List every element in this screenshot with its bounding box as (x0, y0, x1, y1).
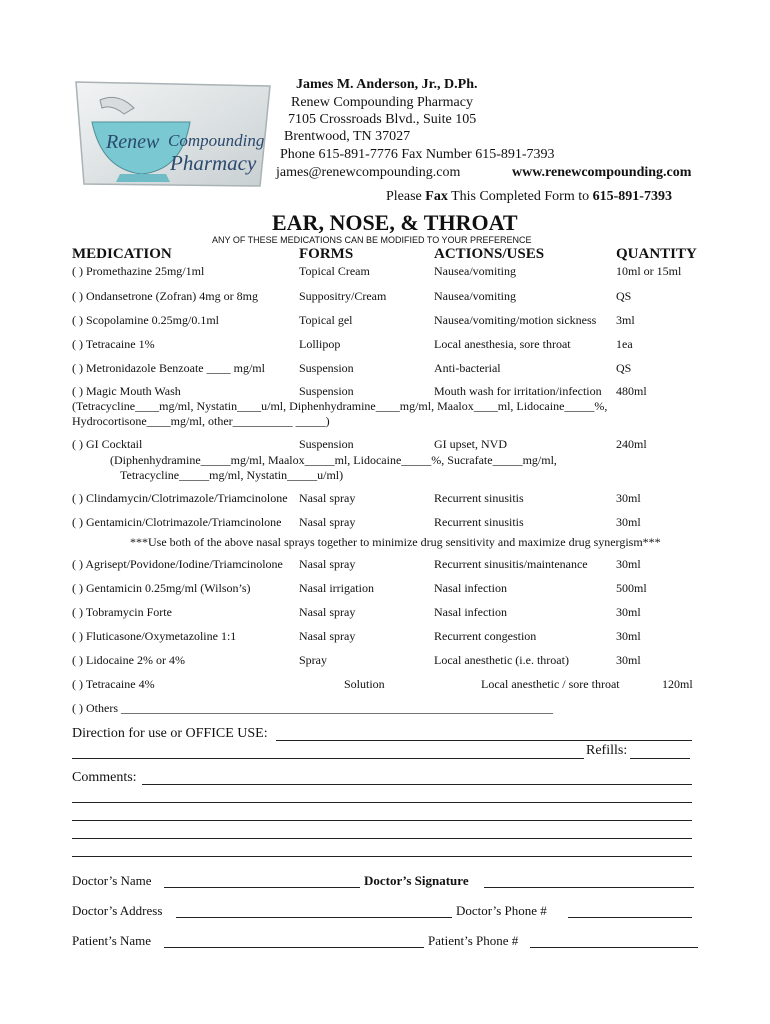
patient-name-field[interactable] (164, 947, 424, 948)
row-form: Suspension (299, 361, 354, 375)
medication-option[interactable]: ( ) Lidocaine 2% or 4% (72, 653, 185, 667)
fax-instruction: Please Fax This Completed Form to 615-891-7393 (386, 189, 672, 204)
doctor-phone-label: Doctor’s Phone # (456, 903, 547, 918)
row-qty: 30ml (616, 515, 641, 529)
comments-line-4[interactable] (72, 838, 692, 839)
direction-line-2[interactable] (72, 758, 584, 759)
pharmacy-name: Renew Compounding Pharmacy (291, 95, 473, 110)
row-qty: 3ml (616, 313, 635, 327)
medication-option[interactable]: ( ) Scopolamine 0.25mg/0.1ml (72, 313, 219, 327)
medication-option[interactable]: ( ) Tobramycin Forte (72, 605, 172, 619)
row-action: Local anesthetic / sore throat (481, 677, 620, 691)
form-title: EAR, NOSE, & THROAT (272, 210, 518, 235)
doctor-address-label: Doctor’s Address (72, 903, 163, 918)
form-subtitle: ANY OF THESE MEDICATIONS CAN BE MODIFIED TO YOUR PREFERENCE (212, 235, 532, 245)
address-line-1: 7105 Crossroads Blvd., Suite 105 (288, 112, 477, 127)
patient-phone-field[interactable] (530, 947, 698, 948)
doctor-signature-label: Doctor’s Signature (364, 873, 469, 888)
column-forms: FORMS (299, 246, 354, 262)
medication-option[interactable]: ( ) Agrisept/Povidone/Iodine/Triamcinolone (72, 557, 283, 571)
row-qty: 120ml (662, 677, 693, 691)
row-form: Nasal spray (299, 491, 356, 505)
row-form: Nasal spray (299, 605, 356, 619)
email: james@renewcompounding.com (276, 165, 461, 180)
row-qty: 30ml (616, 653, 641, 667)
pharmacist-name: James M. Anderson, Jr., D.Ph. (296, 77, 478, 92)
medication-option[interactable]: ( ) Promethazine 25mg/1ml (72, 264, 205, 278)
medication-option[interactable]: ( ) Tetracaine 1% (72, 337, 155, 351)
doctor-name-field[interactable] (164, 887, 360, 888)
row-action: GI upset, NVD (434, 437, 507, 451)
row-qty: QS (616, 361, 632, 375)
medication-option[interactable]: ( ) Ondansetrone (Zofran) 4mg or 8mg (72, 289, 258, 303)
medication-option[interactable]: ( ) Fluticasone/Oxymetazoline 1:1 (72, 629, 237, 643)
row-form: Solution (344, 677, 385, 691)
medication-option[interactable]: ( ) GI Cocktail (72, 437, 143, 451)
row-action: Nasal infection (434, 581, 507, 595)
row-form: Suspension (299, 437, 354, 451)
doctor-name-label: Doctor’s Name (72, 873, 152, 888)
row-qty: 240ml (616, 437, 647, 451)
row-action: Recurrent congestion (434, 629, 537, 643)
medication-option[interactable]: ( ) Clindamycin/Clotrimazole/Triamcinolone (72, 491, 288, 505)
logo-word-compounding: Compounding (168, 131, 265, 150)
refills-field[interactable] (630, 758, 690, 759)
row-action: Nasal infection (434, 605, 507, 619)
medication-option[interactable]: ( ) Gentamicin/Clotrimazole/Triamcinolone (72, 515, 282, 529)
direction-line-1[interactable] (276, 740, 692, 741)
row-action: Nausea/vomiting (434, 289, 516, 303)
pharmacy-logo (70, 78, 275, 190)
row-action: Local anesthesia, sore throat (434, 337, 571, 351)
magic-mouth-wash-ingredients-2: Hydrocortisone____mg/ml, other__________ _____) (72, 414, 330, 428)
comments-line-5[interactable] (72, 856, 692, 857)
medication-option[interactable]: ( ) Gentamicin 0.25mg/ml (Wilson’s) (72, 581, 251, 595)
comments-line-3[interactable] (72, 820, 692, 821)
medication-option[interactable]: ( ) Tetracaine 4% (72, 677, 155, 691)
medication-option[interactable]: ( ) Metronidazole Benzoate ____ mg/ml (72, 361, 265, 375)
row-action: Recurrent sinusitis/maintenance (434, 557, 588, 571)
website: www.renewcompounding.com (512, 165, 692, 180)
comments-line-1[interactable] (142, 784, 692, 785)
row-qty: QS (616, 289, 632, 303)
column-medication: MEDICATION (72, 246, 172, 262)
doctor-phone-field[interactable] (568, 917, 692, 918)
doctor-signature-field[interactable] (484, 887, 694, 888)
address-line-2: Brentwood, TN 37027 (284, 129, 411, 144)
row-action: Recurrent sinusitis (434, 491, 524, 505)
gi-cocktail-ingredients-2: Tetracycline_____mg/ml, Nystatin_____u/ml) (120, 468, 344, 482)
row-form: Suspension (299, 384, 354, 398)
patient-name-label: Patient’s Name (72, 933, 152, 948)
row-qty: 30ml (616, 605, 641, 619)
comments-label: Comments: (72, 770, 137, 785)
row-qty: 500ml (616, 581, 647, 595)
row-qty: 1ea (616, 337, 633, 351)
row-form: Topical gel (299, 313, 353, 327)
row-form: Nasal spray (299, 515, 356, 529)
logo-word-renew: Renew (106, 131, 160, 153)
row-qty: 10ml or 15ml (616, 264, 682, 278)
phone-fax-line: Phone 615-891-7776 Fax Number 615-891-7393 (280, 147, 555, 162)
logo-word-pharmacy: Pharmacy (170, 151, 257, 175)
row-action: Anti-bacterial (434, 361, 501, 375)
row-qty: 30ml (616, 629, 641, 643)
column-actions: ACTIONS/USES (434, 246, 545, 262)
row-qty: 30ml (616, 491, 641, 505)
gi-cocktail-ingredients-1: (Diphenhydramine_____mg/ml, Maalox_____ml, Lidocaine_____%, Sucrafate_____mg/ml, (110, 453, 557, 467)
row-action: Nausea/vomiting (434, 264, 516, 278)
row-form: Nasal irrigation (299, 581, 374, 595)
row-qty: 480ml (616, 384, 647, 398)
doctor-address-field[interactable] (176, 917, 452, 918)
row-action: Local anesthetic (i.e. throat) (434, 653, 569, 667)
row-form: Topical Cream (299, 264, 370, 278)
row-action: Mouth wash for irritation/infection (434, 384, 602, 398)
others-field[interactable]: ( ) Others ________________________________________________________________________ (72, 701, 553, 715)
row-form: Nasal spray (299, 557, 356, 571)
row-form: Suppositry/Cream (299, 289, 387, 303)
nasal-spray-note: ***Use both of the above nasal sprays together to minimize drug sensitivity and maximize drug synergism*** (130, 535, 661, 549)
row-form: Spray (299, 653, 327, 667)
magic-mouth-wash-ingredients-1: (Tetracycline____mg/ml, Nystatin____u/ml, Diphenhydramine____mg/ml, Maalox____ml, Lidocaine_____%, (72, 399, 608, 413)
row-action: Nausea/vomiting/motion sickness (434, 313, 597, 327)
refills-label: Refills: (586, 743, 628, 758)
comments-line-2[interactable] (72, 802, 692, 803)
row-form: Lollipop (299, 337, 341, 351)
row-form: Nasal spray (299, 629, 356, 643)
direction-label: Direction for use or OFFICE USE: (72, 726, 268, 741)
column-quantity: QUANTITY (616, 246, 697, 262)
medication-option[interactable]: ( ) Magic Mouth Wash (72, 384, 181, 398)
patient-phone-label: Patient’s Phone # (428, 933, 519, 948)
row-action: Recurrent sinusitis (434, 515, 524, 529)
row-qty: 30ml (616, 557, 641, 571)
